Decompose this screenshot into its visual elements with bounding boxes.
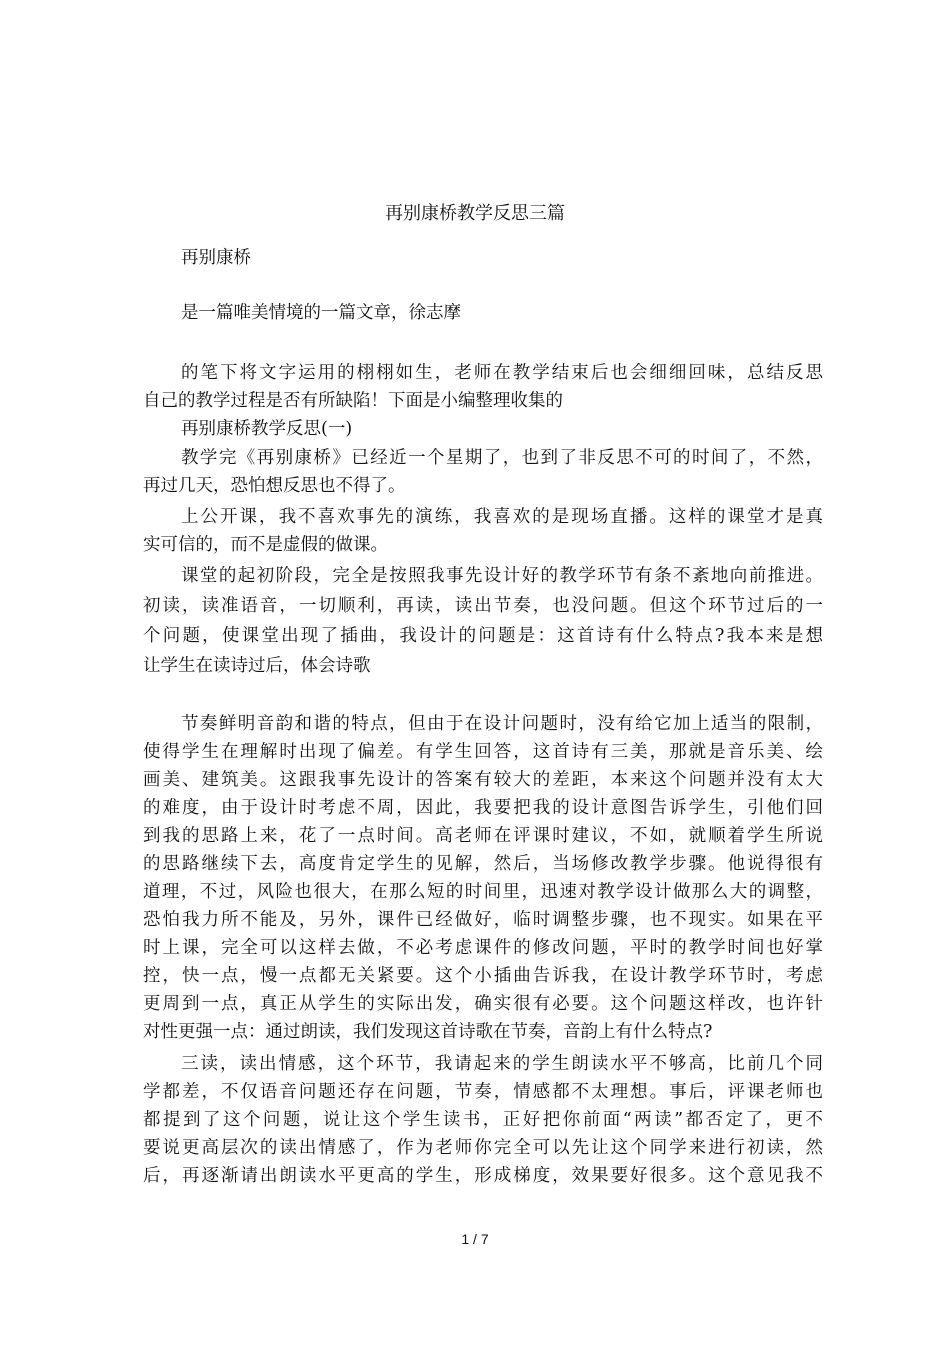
paragraph-line: 的难度，由于设计时考虑不周，因此，我要把我的设计意图告诉学生，引他们回 [143, 798, 823, 818]
paragraph-line: 更周到一点，真正从学生的实际出发，确实很有必要。这个问题这样改，也许针 [143, 994, 823, 1014]
paragraph-line: 初读，读准语音，一切顺利，再读，读出节奏，也没问题。但这个环节过后的一 [143, 596, 823, 616]
paragraph-line: 让学生在读诗过后，体会诗歌 [143, 656, 371, 676]
paragraph-line: 控，快一点，慢一点都无关紧要。这个小插曲告诉我，在设计教学环节时，考虑 [143, 966, 823, 986]
paragraph-line: 学都差，不仅语音问题还存在问题，节奏，情感都不太理想。事后，评课老师也 [143, 1082, 823, 1102]
document-title: 再别康桥教学反思三篇 [385, 203, 565, 224]
heading-zaibie-kangqiao: 再别康桥 [181, 248, 251, 268]
paragraph-line: 要说更高层次的读出情感了，作为老师你完全可以先让这个同学来进行初读，然 [143, 1138, 823, 1158]
paragraph-line: 的笔下将文字运用的栩栩如生，老师在教学结束后也会细细回味，总结反思 [181, 363, 823, 383]
paragraph-line: 时上课，完全可以这样去做，不必考虑课件的修改问题，平时的教学时间也好掌 [143, 938, 823, 958]
paragraph-line: 使得学生在理解时出现了偏差。有学生回答，这首诗有三美，那就是音乐美、绘 [143, 742, 823, 762]
paragraph-line: 后，再逐渐请出朗读水平更高的学生，形成梯度，效果要好很多。这个意见我不 [143, 1166, 823, 1186]
page-number: 1 / 7 [461, 1231, 489, 1247]
paragraph-line: 道理，不过，风险也很大，在那么短的时间里，迅速对教学设计做那么大的调整， [143, 882, 823, 902]
paragraph-line: 个问题，使课堂出现了插曲，我设计的问题是：这首诗有什么特点?我本来是想 [143, 626, 823, 646]
paragraph-line: 对性更强一点：通过朗读，我们发现这首诗歌在节奏，音韵上有什么特点? [143, 1022, 713, 1042]
paragraph-line: 教学完《再别康桥》已经近一个星期了，也到了非反思不可的时间了，不然， [181, 448, 823, 468]
paragraph-line: 的思路继续下去，高度肯定学生的见解，然后，当场修改教学步骤。他说得很有 [143, 854, 823, 874]
paragraph-line: 再过几天，恐怕想反思也不得了。 [143, 476, 406, 496]
paragraph-line: 三读，读出情感，这个环节，我请起来的学生朗读水平不够高，比前几个同 [181, 1054, 823, 1074]
paragraph-intro: 是一篇唯美情境的一篇文章，徐志摩 [181, 303, 461, 323]
paragraph-line: 课堂的起初阶段，完全是按照我事先设计好的教学环节有条不紊地向前推进。 [181, 566, 823, 586]
section-heading-1: 再别康桥教学反思(一) [181, 419, 353, 439]
paragraph-line: 实可信的，而不是虚假的做课。 [143, 535, 388, 555]
paragraph-line: 到我的思路上来，花了一点时间。高老师在评课时建议，不如，就顺着学生所说 [143, 826, 823, 846]
paragraph-line: 自己的教学过程是否有所缺陷！下面是小编整理收集的 [143, 391, 563, 411]
paragraph-line: 都提到了这个问题，说让这个学生读书，正好把你前面“两读”都否定了，更不 [143, 1110, 823, 1130]
paragraph-line: 画美、建筑美。这跟我事先设计的答案有较大的差距，本来这个问题并没有太大 [143, 770, 823, 790]
paragraph-line: 恐怕我力所不能及，另外，课件已经做好，临时调整步骤，也不现实。如果在平 [143, 910, 823, 930]
paragraph-line: 节奏鲜明音韵和谐的特点，但由于在设计问题时，没有给它加上适当的限制， [181, 714, 823, 734]
paragraph-line: 上公开课，我不喜欢事先的演练，我喜欢的是现场直播。这样的课堂才是真 [181, 507, 823, 527]
